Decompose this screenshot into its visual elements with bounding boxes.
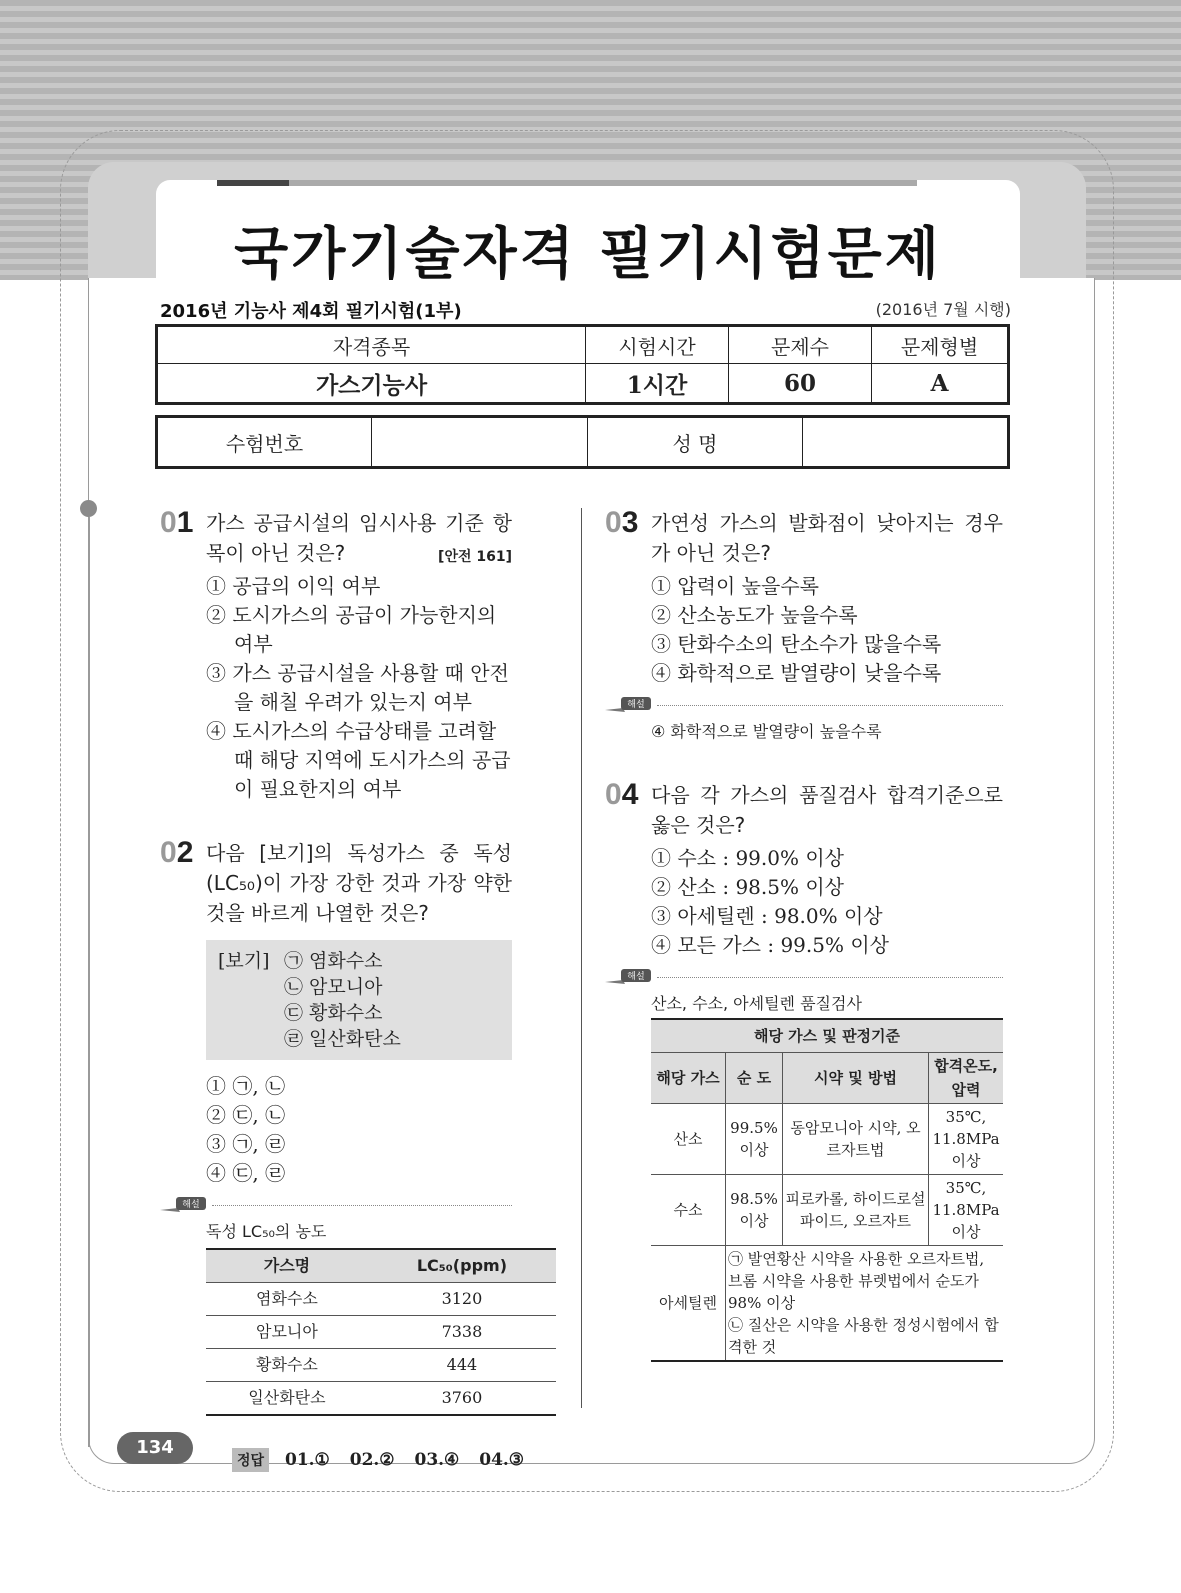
question-4 (605, 780, 1003, 1362)
header-value: 60 (729, 364, 872, 404)
exam-header-table (155, 324, 1010, 405)
options (651, 572, 1003, 688)
answer-item: 04.③ (479, 1450, 525, 1470)
question-number: 03 (605, 506, 639, 539)
options (206, 1072, 512, 1188)
table-header: 해당 가스 (651, 1053, 726, 1104)
solution: ④ 화학적으로 발열량이 높을수록 (651, 722, 882, 741)
question-number: 04 (605, 778, 639, 811)
answer-item: 02.② (349, 1450, 395, 1470)
candidate-name-label: 성 명 (588, 417, 803, 468)
candidate-number-field[interactable] (372, 417, 588, 468)
option[interactable]: ③ 가스 공급시설을 사용할 때 안전을 해칠 우려가 있는지 여부 (206, 661, 509, 714)
svg-text:해설: 해설 (627, 972, 645, 982)
example-box (206, 940, 512, 1060)
example-item: ㉡ 암모니아 (284, 976, 383, 998)
solution-title: 독성 LC₅₀의 농도 (206, 1222, 327, 1241)
option[interactable]: ② 산소농도가 높을수록 (651, 603, 858, 627)
exam-info: 2016년 기능사 제4회 필기시험(1부) (160, 301, 462, 322)
table-row: 염화수소 3120 (206, 1283, 556, 1316)
solution (651, 992, 1003, 1362)
solution-header (605, 694, 1003, 720)
question-number: 01 (160, 506, 194, 539)
header-value: 가스기능사 (157, 364, 586, 404)
option[interactable]: ③ 탄화수소의 탄소수가 많을수록 (651, 632, 942, 656)
option[interactable]: ④ 화학적으로 발열량이 낮을수록 (651, 661, 942, 685)
page-title: 국가기술자격 필기시험문제 (234, 222, 942, 287)
option[interactable]: ① 공급의 이익 여부 (206, 574, 381, 598)
margin-line (88, 517, 90, 1447)
question-2 (160, 838, 512, 1416)
option[interactable]: ③ ㉠, ㉣ (206, 1132, 286, 1156)
exam-date: (2016년 7월 시행) (875, 300, 1011, 319)
option[interactable]: ④ 모든 가스 : 99.5% 이상 (651, 933, 889, 957)
header-label: 문제형별 (872, 326, 1009, 364)
reference-tag: [안전 161] (438, 549, 512, 565)
table-row: 암모니아 7338 (206, 1316, 556, 1349)
acetylene-criterion: ㉠ 발연황산 시약을 사용한 오르자트법, 브롬 시약을 사용한 뷰렛법에서 순도가 98% 이상 (728, 1250, 985, 1312)
page-number: 134 (117, 1432, 193, 1464)
table-row: 아세틸렌 ㉠ 발연황산 시약을 사용한 오르자트법, 브롬 시약을 사용한 뷰렛법에서 순도가 98% 이상 ㉡ 질산은 시약을 사용한 정성시험에서 합격한 것 (651, 1246, 1003, 1362)
solution-badge-icon (160, 1196, 208, 1212)
solution-header (160, 1194, 512, 1220)
table-row: 수소 98.5% 이상 피로카롤, 하이드로설파이드, 오르자트 35℃, 11.8MPa 이상 (651, 1175, 1003, 1246)
column-divider (581, 508, 582, 1408)
example-label: [보기] (218, 950, 270, 972)
question-number: 02 (160, 836, 194, 869)
solution-badge-icon (605, 968, 653, 984)
left-column (160, 508, 512, 1446)
table-header: 순 도 (726, 1053, 783, 1104)
example-item: ㉣ 일산화탄소 (284, 1028, 401, 1050)
answer-item: 03.④ (414, 1450, 460, 1470)
option[interactable]: ① 수소 : 99.0% 이상 (651, 846, 844, 870)
solution (206, 1220, 512, 1416)
options (651, 844, 1003, 960)
title-bar (217, 180, 917, 186)
question-text: 다음 [보기]의 독성가스 중 독성(LC₅₀)이 가장 강한 것과 가장 약한 것을 바르게 나열한 것은? (206, 841, 512, 925)
table-header: 가스명 (206, 1249, 368, 1283)
table-row: 황화수소 444 (206, 1349, 556, 1382)
header-value: A (872, 364, 1009, 404)
table-row: 일산화탄소 3760 (206, 1382, 556, 1416)
header-value: 1시간 (586, 364, 729, 404)
header-label: 시험시간 (586, 326, 729, 364)
quality-table (651, 1018, 1003, 1362)
table-header: 시약 및 방법 (783, 1053, 929, 1104)
question-3 (605, 508, 1003, 744)
solution-badge-icon (605, 696, 653, 712)
solution-header (605, 966, 1003, 992)
example-item: ㉠ 염화수소 (284, 950, 383, 972)
header-label: 자격종목 (157, 326, 586, 364)
table-header: 합격온도, 압력 (929, 1053, 1004, 1104)
question-text: 다음 각 가스의 품질검사 합격기준으로 옳은 것은? (651, 783, 1003, 837)
option[interactable]: ② 도시가스의 공급이 가능한지의 여부 (206, 603, 497, 656)
svg-text:해설: 해설 (627, 700, 645, 710)
candidate-name-field[interactable] (803, 417, 1009, 468)
question-text: 가스 공급시설의 임시사용 기준 항목이 아닌 것은? [안전 161] (206, 508, 512, 568)
acetylene-criterion: ㉡ 질산은 시약을 사용한 정성시험에서 합격한 것 (728, 1316, 999, 1356)
right-column (605, 508, 1003, 1392)
option[interactable]: ④ 도시가스의 수급상태를 고려할 때 해당 지역에 도시가스의 공급이 필요한지의 여부 (206, 719, 511, 801)
question-1 (160, 508, 512, 804)
example-item: ㉢ 황화수소 (284, 1002, 383, 1024)
option[interactable]: ③ 아세틸렌 : 98.0% 이상 (651, 904, 883, 928)
table-header: LC₅₀(ppm) (368, 1249, 556, 1283)
answer-label: 정답 (232, 1448, 269, 1472)
option[interactable]: ① ㉠, ㉡ (206, 1074, 286, 1098)
option[interactable]: ② 산소 : 98.5% 이상 (651, 875, 844, 899)
title-bar-accent (217, 180, 289, 186)
svg-text:해설: 해설 (182, 1200, 200, 1210)
question-text: 가연성 가스의 발화점이 낮아지는 경우가 아닌 것은? (651, 511, 1003, 565)
table-caption: 해당 가스 및 판정기준 (651, 1019, 1003, 1053)
option[interactable]: ① 압력이 높을수록 (651, 574, 819, 598)
table-row: 산소 99.5% 이상 동암모니아 시약, 오르자트법 35℃, 11.8MPa 이상 (651, 1104, 1003, 1175)
header-label: 문제수 (729, 326, 872, 364)
options (206, 572, 512, 804)
answer-key (232, 1448, 538, 1472)
solution-title: 산소, 수소, 아세틸렌 품질검사 (651, 994, 862, 1013)
answer-item: 01.① (284, 1450, 330, 1470)
candidate-number-label: 수험번호 (157, 417, 372, 468)
lc50-table (206, 1248, 556, 1416)
candidate-table (155, 415, 1010, 469)
option[interactable]: ② ㉢, ㉡ (206, 1103, 286, 1127)
bullet-dot (80, 500, 97, 517)
option[interactable]: ④ ㉢, ㉣ (206, 1161, 286, 1185)
